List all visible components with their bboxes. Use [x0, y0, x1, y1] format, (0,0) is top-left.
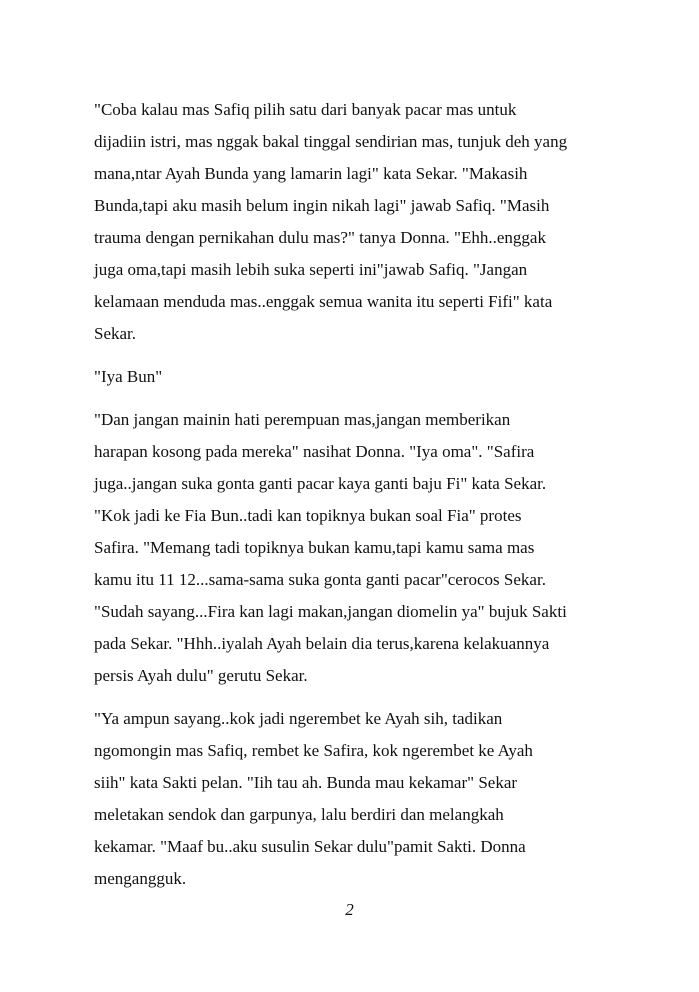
text-line: persis Ayah dulu" gerutu Sekar.: [94, 666, 308, 685]
text-line: trauma dengan pernikahan dulu mas?" tanya Donna. "Ehh..enggak: [94, 228, 546, 247]
paragraph: [94, 94, 614, 350]
text-line: Sekar.: [94, 324, 137, 343]
text-line: "Coba kalau mas Safiq pilih satu dari banyak pacar mas untuk: [94, 100, 517, 119]
text-line: mengangguk.: [94, 869, 187, 888]
text-line: kamu itu 11 12...sama-sama suka gonta ganti pacar"cerocos Sekar.: [94, 570, 546, 589]
text-line: "Sudah sayang...Fira kan lagi makan,jangan diomelin ya" bujuk Sakti: [94, 602, 567, 621]
paragraph: [94, 404, 614, 692]
paragraph: [94, 361, 614, 393]
text-line: "Kok jadi ke Fia Bun..tadi kan topiknya bukan soal Fia" protes: [94, 506, 522, 525]
text-line: mana,ntar Ayah Bunda yang lamarin lagi" kata Sekar. "Makasih: [94, 164, 528, 183]
document-body: [94, 94, 614, 906]
text-line: "Dan jangan mainin hati perempuan mas,jangan memberikan: [94, 410, 511, 429]
text-line: Safira. "Memang tadi topiknya bukan kamu,tapi kamu sama mas: [94, 538, 535, 557]
text-line: harapan kosong pada mereka" nasihat Donna. "Iya oma". "Safira: [94, 442, 535, 461]
text-line: kekamar. "Maaf bu..aku susulin Sekar dulu"pamit Sakti. Donna: [94, 837, 526, 856]
text-line: juga oma,tapi masih lebih suka seperti ini"jawab Safiq. "Jangan: [94, 260, 528, 279]
text-line: dijadiin istri, mas nggak bakal tinggal sendirian mas, tunjuk deh yang: [94, 132, 568, 151]
text-line: "Ya ampun sayang..kok jadi ngerembet ke Ayah sih, tadikan: [94, 709, 503, 728]
text-line: pada Sekar. "Hhh..iyalah Ayah belain dia terus,karena kelakuannya: [94, 634, 550, 653]
text-line: siih" kata Sakti pelan. "Iih tau ah. Bunda mau kekamar" Sekar: [94, 773, 518, 792]
text-line: meletakan sendok dan garpunya, lalu berdiri dan melangkah: [94, 805, 504, 824]
text-line: Bunda,tapi aku masih belum ingin nikah lagi" jawab Safiq. "Masih: [94, 196, 550, 215]
text-line: kelamaan menduda mas..enggak semua wanita itu seperti Fifi" kata: [94, 292, 553, 311]
page-number: 2: [345, 900, 354, 919]
paragraph: [94, 703, 614, 895]
text-line: ngomongin mas Safiq, rembet ke Safira, kok ngerembet ke Ayah: [94, 741, 533, 760]
text-line: "Iya Bun": [94, 367, 163, 386]
text-line: juga..jangan suka gonta ganti pacar kaya ganti baju Fi" kata Sekar.: [94, 474, 547, 493]
